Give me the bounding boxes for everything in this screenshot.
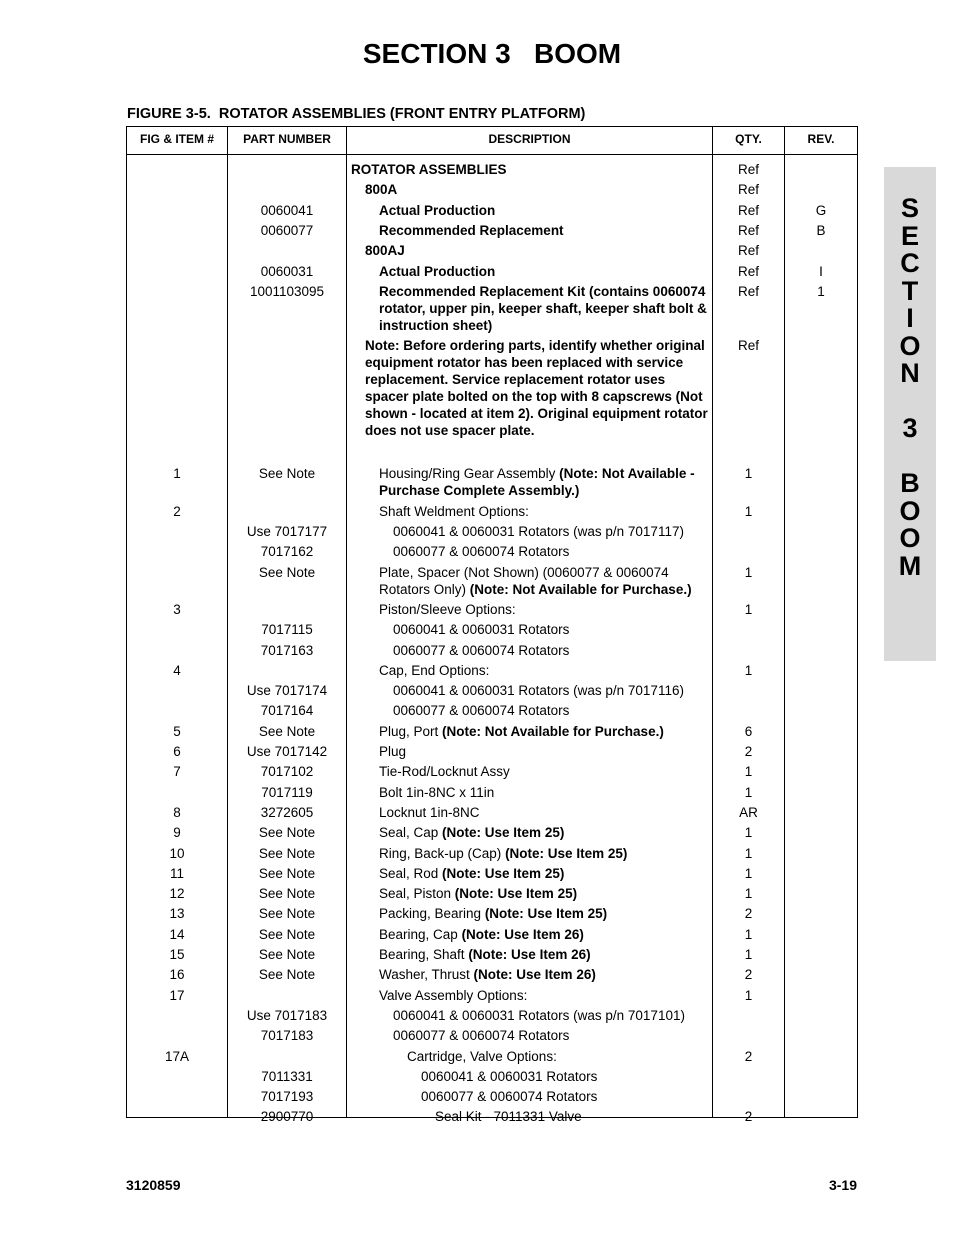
- qty-cell: Ref: [737, 202, 759, 218]
- header-part-number: PART NUMBER: [243, 132, 331, 146]
- description-cell: [379, 987, 709, 1004]
- description-cell: [379, 946, 709, 963]
- part-number-cell: Use 7017174: [246, 683, 328, 699]
- header-fig-item: FIG & ITEM #: [139, 132, 214, 146]
- side-tab-letter: E: [900, 220, 919, 251]
- description-cell: [393, 702, 709, 719]
- description-note: (Note: Use Item 26): [468, 947, 591, 962]
- qty-cell: 1: [744, 865, 753, 881]
- description-note: (Note: Use Item 25): [505, 845, 628, 861]
- description-cell: [379, 845, 709, 862]
- fig-item-cell: 17A: [164, 1048, 190, 1064]
- fig-item-cell: 4: [173, 662, 181, 678]
- description-text: Seal, Piston: [379, 886, 455, 902]
- fig-item-cell: 10: [169, 845, 185, 861]
- rev-cell: I: [819, 263, 823, 279]
- qty-cell: 1: [744, 784, 753, 800]
- part-number-cell: See Note: [258, 564, 316, 580]
- part-number-cell: 3272605: [260, 804, 314, 820]
- description-text: Plate, Spacer (Not Shown) (0060077 & 0060074 Rotators Only): [379, 564, 669, 597]
- fig-item-cell: 2: [173, 503, 181, 519]
- fig-item-cell: 14: [169, 926, 185, 942]
- description-note: (Note: Not Available for Purchase.): [469, 581, 692, 597]
- part-number-cell: See Note: [258, 466, 316, 482]
- qty-cell: Ref: [737, 222, 759, 238]
- part-number-cell: 0060041: [260, 202, 314, 218]
- qty-cell: Ref: [737, 243, 759, 259]
- side-tab-letter: M: [898, 550, 922, 581]
- part-number-cell: See Note: [258, 947, 316, 962]
- description-cell: [379, 885, 709, 902]
- description-text: 0060041 & 0060031 Rotators: [421, 1068, 598, 1084]
- header-rev: REV.: [807, 132, 835, 146]
- qty-cell: 1: [744, 987, 753, 1003]
- description-cell: [365, 337, 709, 439]
- fig-item-cell: 16: [169, 967, 185, 983]
- description-text: Seal, Cap: [379, 825, 443, 841]
- rev-cell: B: [816, 222, 826, 238]
- fig-item-cell: 1: [173, 466, 181, 482]
- part-number-cell: 7017183: [260, 1028, 314, 1044]
- description-cell: [351, 161, 709, 178]
- side-tab-letter: N: [900, 358, 920, 388]
- header-qty: QTY.: [735, 132, 762, 146]
- side-tab-letter: O: [899, 330, 921, 361]
- description-text: 0060077 & 0060074 Rotators: [393, 642, 570, 658]
- side-tab-letter: S: [900, 193, 919, 223]
- part-number-cell: 7017119: [261, 784, 313, 800]
- description-cell: [421, 1068, 709, 1085]
- fig-item-cell: 7: [173, 764, 181, 780]
- qty-cell: 2: [744, 744, 753, 759]
- description-note: (Note: Use Item 25): [454, 886, 578, 902]
- description-cell: [379, 743, 709, 760]
- description-cell: [379, 723, 709, 740]
- description-cell: [365, 242, 709, 259]
- header-description: DESCRIPTION: [488, 132, 571, 146]
- rev-cell: 1: [817, 283, 825, 299]
- parts-table: [126, 126, 858, 1125]
- qty-cell: Ref: [737, 283, 759, 299]
- header-divider: [127, 154, 857, 155]
- qty-cell: 2: [744, 906, 753, 922]
- description-note: (Note: Not Available for Purchase.): [442, 723, 664, 739]
- description-text: Valve Assembly Options:: [379, 987, 528, 1003]
- description-cell: [379, 784, 709, 801]
- description-note: (Note: Use Item 25): [484, 906, 608, 922]
- description-text: Bearing, Shaft: [379, 947, 469, 962]
- description-text: Shaft Weldment Options:: [379, 503, 529, 519]
- description-text: Locknut 1in-8NC: [379, 804, 480, 820]
- rev-cell: G: [815, 202, 827, 218]
- description-text: Plug, Port: [379, 723, 443, 739]
- description-text: Cap, End Options:: [379, 662, 490, 678]
- description-cell: [379, 465, 709, 499]
- part-number-cell: 1001103095: [249, 283, 325, 299]
- side-tab-letter: O: [899, 495, 921, 526]
- description-text: Actual Production: [379, 263, 496, 279]
- qty-cell: Ref: [737, 338, 759, 354]
- qty-cell: AR: [739, 804, 758, 820]
- description-text: 800A: [365, 182, 398, 198]
- part-number-cell: See Note: [258, 906, 316, 922]
- side-tab-letter: I: [906, 303, 914, 333]
- part-number-cell: 7017164: [260, 703, 314, 719]
- description-note: (Note: Use Item 26): [461, 926, 584, 942]
- side-tab-letter: B: [900, 468, 920, 498]
- part-number-cell: See Note: [258, 723, 316, 739]
- part-number-cell: See Note: [258, 886, 316, 902]
- description-note: (Note: Use Item 26): [473, 967, 596, 983]
- description-text: ROTATOR ASSEMBLIES: [351, 162, 507, 177]
- description-cell: [393, 1007, 709, 1024]
- description-cell: [379, 263, 709, 280]
- description-note: (Note: Use Item 25): [442, 865, 565, 881]
- description-text: Note: Before ordering parts, identify whether original equipment rotator has been replaced with service replacement. Service replacement rotator uses spacer plate bolted on the top with 8 capscrews (Not shown - located at item 2). Original equipment rotator does not use spacer plate.: [365, 338, 708, 439]
- section-side-tab[interactable]: [884, 167, 936, 661]
- section-title: SECTION 3 BOOM: [362, 38, 622, 69]
- side-tab-label: [884, 195, 936, 580]
- description-text: Bearing, Cap: [379, 926, 462, 942]
- qty-cell: 2: [744, 1048, 753, 1064]
- fig-item-cell: 3: [173, 601, 181, 617]
- fig-item-cell: 5: [173, 723, 181, 739]
- description-cell: [379, 283, 709, 334]
- part-number-cell: 7017115: [261, 622, 313, 638]
- qty-cell: 1: [744, 926, 753, 942]
- figure-title: FIGURE 3-5. ROTATOR ASSEMBLIES (FRONT ENTRY PLATFORM): [127, 106, 586, 122]
- qty-cell: 1: [744, 662, 753, 678]
- description-text: Packing, Bearing: [379, 906, 485, 922]
- description-text: 0060077 & 0060074 Rotators: [393, 544, 570, 560]
- side-tab-letter: C: [900, 248, 920, 278]
- description-text: 0060041 & 0060031 Rotators (was p/n 7017101): [393, 1007, 685, 1023]
- description-cell: [435, 1108, 709, 1125]
- fig-item-cell: 17: [169, 987, 185, 1003]
- part-number-cell: 7017102: [260, 764, 314, 780]
- description-cell: [393, 523, 709, 540]
- description-cell: [407, 1048, 709, 1065]
- description-text: 0060077 & 0060074 Rotators: [393, 703, 570, 719]
- description-text: 800AJ: [365, 243, 405, 259]
- description-cell: [379, 222, 709, 239]
- description-text: Actual Production: [379, 202, 496, 218]
- side-tab-letter: [884, 443, 936, 471]
- part-number-cell: See Note: [258, 967, 316, 983]
- description-cell: [379, 966, 709, 983]
- part-number-cell: 0060077: [260, 222, 314, 238]
- qty-cell: 1: [744, 825, 753, 841]
- qty-cell: 2: [744, 967, 753, 983]
- description-cell: [365, 181, 709, 198]
- qty-cell: 1: [744, 564, 753, 580]
- side-tab-letter: T: [901, 275, 919, 306]
- description-text: Washer, Thrust: [379, 967, 474, 983]
- description-text: Seal Kit - 7011331 Valve: [435, 1109, 582, 1125]
- side-tab-letter: [884, 388, 936, 416]
- description-cell: [393, 642, 709, 659]
- description-note: (Note: Not Available - Purchase Complete Assembly.): [379, 466, 695, 499]
- column-divider: [346, 127, 347, 1117]
- description-text: 0060041 & 0060031 Rotators: [393, 622, 570, 638]
- description-cell: [379, 503, 709, 520]
- description-note: (Note: Use Item 25): [442, 825, 565, 841]
- qty-cell: Ref: [737, 182, 759, 198]
- fig-item-cell: 12: [169, 886, 185, 902]
- description-text: Housing/Ring Gear Assembly: [379, 466, 560, 482]
- document-number: 3120859: [126, 1177, 181, 1193]
- description-cell: [379, 202, 709, 219]
- description-text: Recommended Replacement: [379, 222, 564, 238]
- fig-item-cell: 13: [169, 906, 185, 922]
- fig-item-cell: 9: [173, 825, 181, 841]
- description-cell: [379, 804, 709, 821]
- description-cell: [379, 601, 709, 618]
- fig-item-cell: 8: [173, 804, 181, 820]
- qty-cell: 1: [744, 947, 753, 962]
- qty-cell: 1: [744, 601, 753, 617]
- qty-cell: 1: [744, 503, 753, 519]
- qty-cell: 2: [744, 1109, 753, 1125]
- fig-item-cell: 15: [169, 947, 185, 962]
- qty-cell: 1: [744, 764, 753, 780]
- qty-cell: 1: [744, 845, 753, 861]
- part-number-cell: See Note: [258, 825, 316, 841]
- part-number-cell: See Note: [258, 845, 316, 861]
- description-cell: [379, 824, 709, 841]
- description-cell: [379, 763, 709, 780]
- part-number-cell: Use 7017177: [246, 524, 328, 539]
- description-text: Tie-Rod/Locknut Assy: [379, 764, 510, 780]
- description-text: Plug: [379, 744, 407, 759]
- side-tab-letter: 3: [902, 413, 918, 443]
- description-text: Cartridge, Valve Options:: [407, 1048, 557, 1064]
- part-number-cell: See Note: [258, 926, 316, 942]
- qty-cell: Ref: [737, 263, 759, 279]
- description-cell: [393, 1027, 709, 1044]
- description-cell: [379, 564, 709, 598]
- part-number-cell: Use 7017183: [246, 1007, 328, 1023]
- description-cell: [421, 1088, 709, 1105]
- description-text: Piston/Sleeve Options:: [379, 601, 516, 617]
- description-cell: [379, 905, 709, 922]
- description-text: 0060077 & 0060074 Rotators: [393, 1028, 570, 1044]
- part-number-cell: 7017163: [260, 642, 314, 658]
- description-cell: [393, 543, 709, 560]
- side-tab-letter: O: [899, 523, 921, 553]
- description-text: Recommended Replacement Kit (contains 0060074 rotator, upper pin, keeper shaft, keeper shaft bolt & instruction sheet): [379, 283, 707, 333]
- fig-item-cell: 11: [169, 865, 184, 881]
- description-text: Bolt 1in-8NC x 11in: [379, 784, 495, 800]
- description-text: Seal, Rod: [379, 865, 443, 881]
- part-number-cell: Use 7017142: [246, 744, 328, 759]
- description-cell: [393, 682, 709, 699]
- page-number: 3-19: [828, 1177, 857, 1193]
- description-text: 0060041 & 0060031 Rotators (was p/n 7017116): [393, 683, 684, 699]
- qty-cell: 1: [744, 466, 753, 482]
- description-cell: [379, 926, 709, 943]
- part-number-cell: 2900770: [260, 1109, 314, 1125]
- fig-item-cell: 6: [173, 744, 181, 759]
- qty-cell: 1: [744, 886, 753, 902]
- description-text: Ring, Back-up (Cap): [379, 845, 506, 861]
- description-text: 0060077 & 0060074 Rotators: [421, 1089, 598, 1105]
- part-number-cell: See Note: [258, 865, 316, 881]
- description-cell: [379, 662, 709, 679]
- qty-cell: 6: [744, 723, 753, 739]
- qty-cell: Ref: [737, 162, 759, 177]
- part-number-cell: 7011331: [261, 1068, 313, 1084]
- part-number-cell: 7017193: [260, 1089, 314, 1105]
- part-number-cell: 0060031: [260, 263, 314, 279]
- description-text: 0060041 & 0060031 Rotators (was p/n 7017117): [393, 524, 684, 539]
- part-number-cell: 7017162: [260, 544, 314, 560]
- description-cell: [393, 621, 709, 638]
- description-cell: [379, 865, 709, 882]
